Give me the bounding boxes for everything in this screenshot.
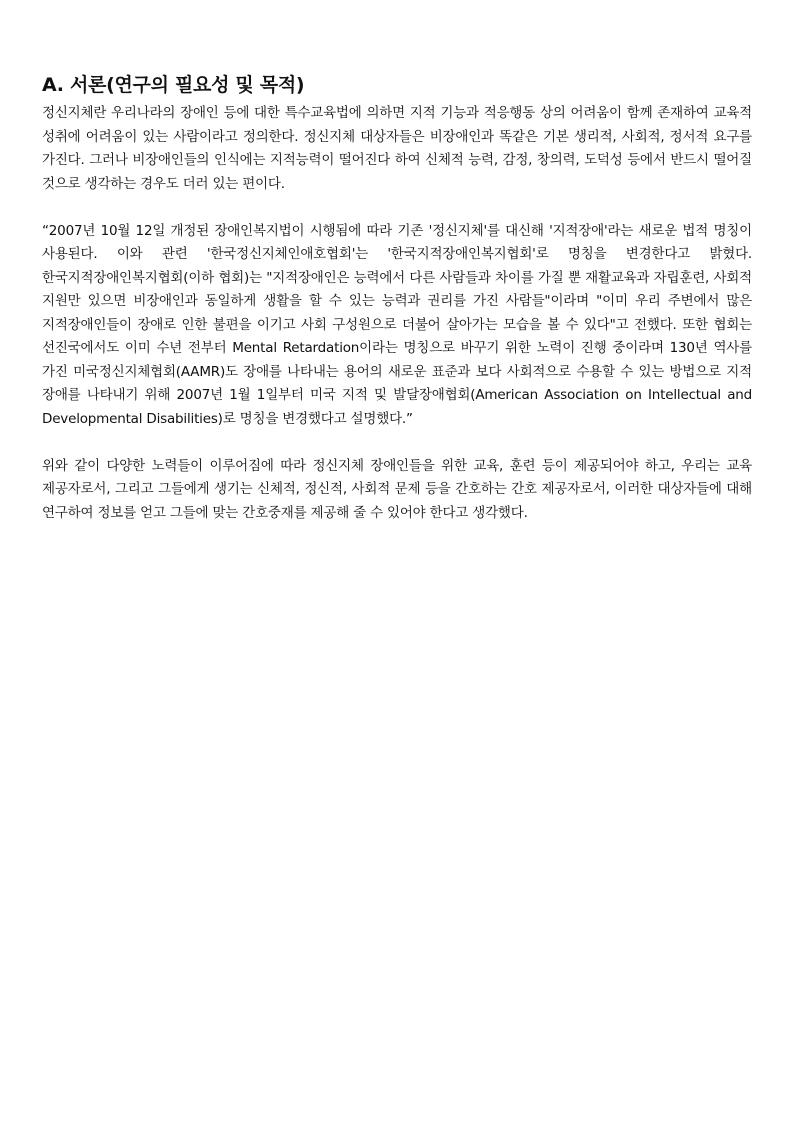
paragraph-quote: “2007년 10월 12일 개정된 장애인복지법이 시행됨에 따라 기존 '정신지체'를 대신해 '지적장애'라는 새로운 법적 명칭이 사용된다. 이와 관련 '한국정신지체인애호협회'는 '한국지적장애인복지협회'로 명칭을 변경한다고 밝혔다. 한국지적장애인복지협회(이하 협회)는 "지적장애인은 능력에서 다른 사람들과 차이를 가질 뿐 재활교육과 자립훈련, 사회적 지원만 있으면 비장애인과 동일하게 생활을 할 수 있는 능력과 권리를 가진 사람들"이라며 "이미 우리 주변에서 많은 지적장애인들이 장애로 인한 불편을 이기고 사회 구성원으로 더불어 살아가는 모습을 볼 수 있다"고 전했다. 또한 협회는 선진국에서도 이미 수년 전부터 Mental Retardation이라는 명칭으로 바꾸기 위한 노력이 진행 중이라며 130년 역사를 가진 미국정신지체협회(AAMR)도 장애를 나타내는 용어의 새로운 표준과 보다 사회적으로 수용할 수 있는 방법으로 지적 장애를 나타내기 위해 2007년 1월 1일부터 미국 지적 및 발달장애협회(American Association on Intellectual and Developmental Disabilities)로 명칭을 변경했다고 설명했다.” [42, 222, 752, 427]
paragraph-definition: 정신지체란 우리나라의 장애인 등에 대한 특수교육법에 의하면 지적 기능과 적응행동 상의 어려움이 함께 존재하여 교육적 성취에 어려움이 있는 사람이라고 정의한다. 정신지체 대상자들은 비장애인과 똑같은 기본 생리적, 사회적, 정서적 요구를 가진다. 그러나 비장애인들의 인식에는 지적능력이 떨어진다 하여 신체적 능력, 감정, 창의력, 도덕성 등에서 반드시 떨어질 것으로 생각하는 경우도 더러 있는 편이다. [42, 105, 752, 192]
section-heading: A. 서론(연구의 필요성 및 목적) [42, 74, 305, 96]
document-page [42, 72, 752, 525]
paragraph-conclusion: 위와 같이 다양한 노력들이 이루어짐에 따라 정신지체 장애인들을 위한 교육, 훈련 등이 제공되어야 하고, 우리는 교육 제공자로서, 그리고 그들에게 생기는 신체적, 정신적, 사회적 문제 등을 간호하는 간호 제공자로서, 이러한 대상자들에 대해 연구하여 정보를 얻고 그들에 맞는 간호중재를 제공해 줄 수 있어야 한다고 생각했다. [42, 457, 752, 521]
